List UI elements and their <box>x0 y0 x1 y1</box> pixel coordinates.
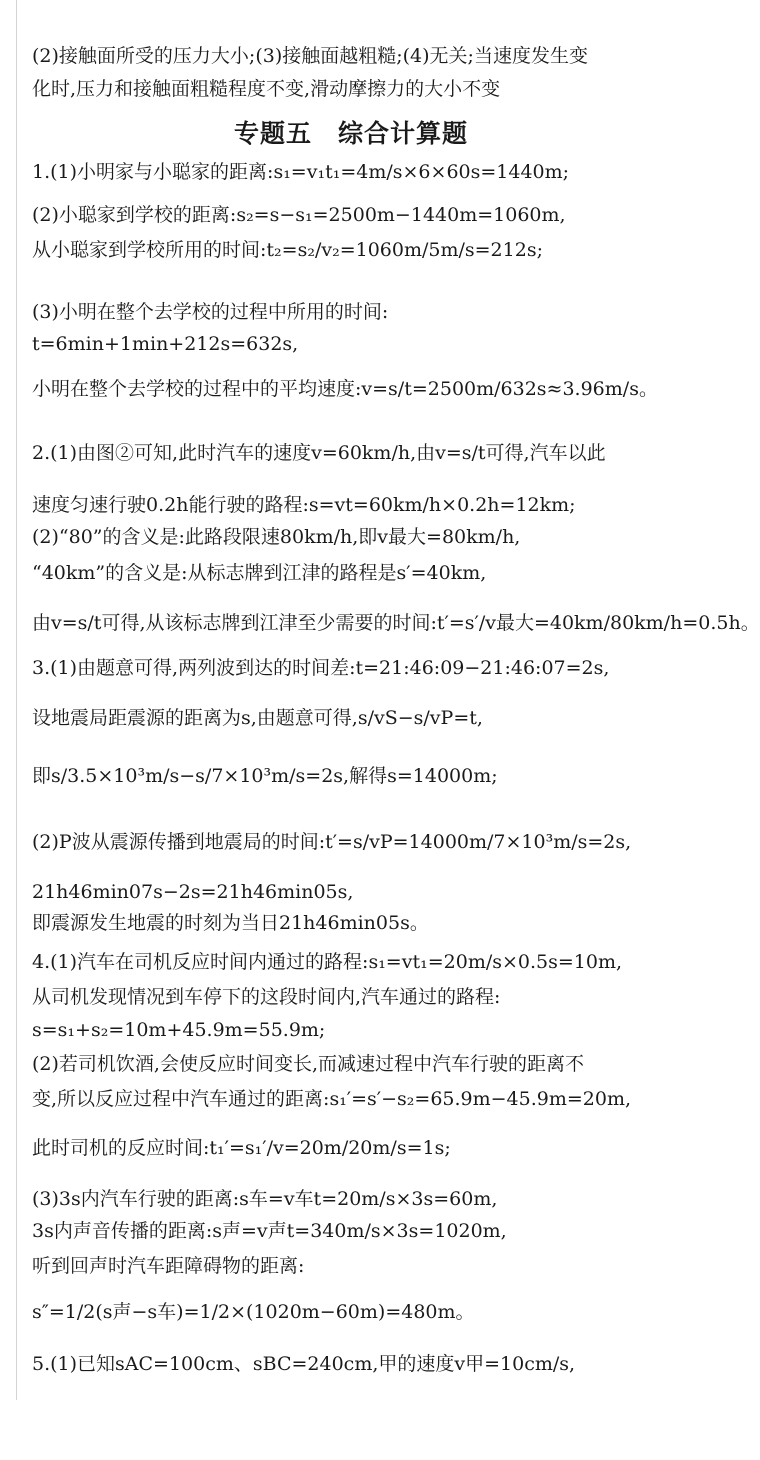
text-line: 从司机发现情况到车停下的这段时间内,汽车通过的路程: <box>32 986 501 1008</box>
text-line: s″=1/2(s声−s车)=1/2×(1020m−60m)=480m。 <box>32 1301 475 1323</box>
text-line: 即震源发生地震的时刻为当日21h46min05s。 <box>32 912 429 934</box>
text-line: 1.(1)小明家与小聪家的距离:s₁=v₁t₁=4m/s×6×60s=1440m; <box>32 161 570 183</box>
text-line: 3s内声音传播的距离:s声=v声t=340m/s×3s=1020m, <box>32 1220 507 1242</box>
text-line: t=6min+1min+212s=632s, <box>32 333 299 355</box>
text-line: 速度匀速行驶0.2h能行驶的路程:s=vt=60km/h×0.2h=12km; <box>32 494 576 516</box>
text-line <box>32 77 500 101</box>
text-line: 2.(1)由图②可知,此时汽车的速度v=60km/h,由v=s/t可得,汽车以此 <box>32 442 606 464</box>
text-line: (2)小聪家到学校的距离:s₂=s−s₁=2500m−1440m=1060m, <box>32 204 566 226</box>
text-line: “40km”的含义是:从标志牌到江津的路程是s′=40km, <box>32 562 487 584</box>
line-1: 化时,压力和接触面粗糙程度不变,滑动摩擦力的大小不变 <box>32 78 501 100</box>
text-line: 设地震局距震源的距离为s,由题意可得,s/vS−s/vP=t, <box>32 707 483 729</box>
text-line: 此时司机的反应时间:t₁′=s₁′/v=20m/20m/s=1s; <box>32 1137 451 1159</box>
text-line: 5.(1)已知sAC=100cm、sBC=240cm,甲的速度v甲=10cm/s, <box>32 1353 576 1375</box>
text-line: 4.(1)汽车在司机反应时间内通过的路程:s₁=vt₁=20m/s×0.5s=10m, <box>32 951 623 973</box>
line-0: (2)接触面所受的压力大小;(3)接触面越粗糙;(4)无关;当速度发生变 <box>32 45 588 67</box>
text-line: (2)P波从震源传播到地震局的时间:t′=s/vP=14000m/7×10³m/s=2s, <box>32 831 632 853</box>
text-line: 变,所以反应过程中汽车通过的距离:s₁′=s′−s₂=65.9m−45.9m=20m, <box>32 1088 632 1110</box>
text-line: (2)若司机饮酒,会使反应时间变长,而减速过程中汽车行驶的距离不 <box>32 1053 584 1075</box>
text-line: s=s₁+s₂=10m+45.9m=55.9m; <box>32 1019 326 1041</box>
text-line: 听到回声时汽车距障碍物的距离: <box>32 1255 305 1277</box>
text-line: (2)“80”的含义是:此路段限速80km/h,即v最大=80km/h, <box>32 526 521 548</box>
page-margin-rule <box>16 0 17 1400</box>
text-line <box>32 44 588 68</box>
text-line: 21h46min07s−2s=21h46min05s, <box>32 881 354 903</box>
text-line: 即s/3.5×10³m/s−s/7×10³m/s=2s,解得s=14000m; <box>32 765 498 787</box>
section-title: 专题五 综合计算题 <box>233 119 468 148</box>
text-line: 小明在整个去学校的过程中的平均速度:v=s/t=2500m/632s≈3.96m/s。 <box>32 378 658 400</box>
text-line: 从小聪家到学校所用的时间:t₂=s₂/v₂=1060m/5m/s=212s; <box>32 239 543 261</box>
text-line: (3)小明在整个去学校的过程中所用的时间: <box>32 301 389 323</box>
text-line: (3)3s内汽车行驶的距离:s车=v车t=20m/s×3s=60m, <box>32 1188 498 1210</box>
text-line: 由v=s/t可得,从该标志牌到江津至少需要的时间:t′=s′/v最大=40km/80km/h=0.5h。 <box>32 612 760 634</box>
text-line: 3.(1)由题意可得,两列波到达的时间差:t=21:46:09−21:46:07=2s, <box>32 657 610 679</box>
